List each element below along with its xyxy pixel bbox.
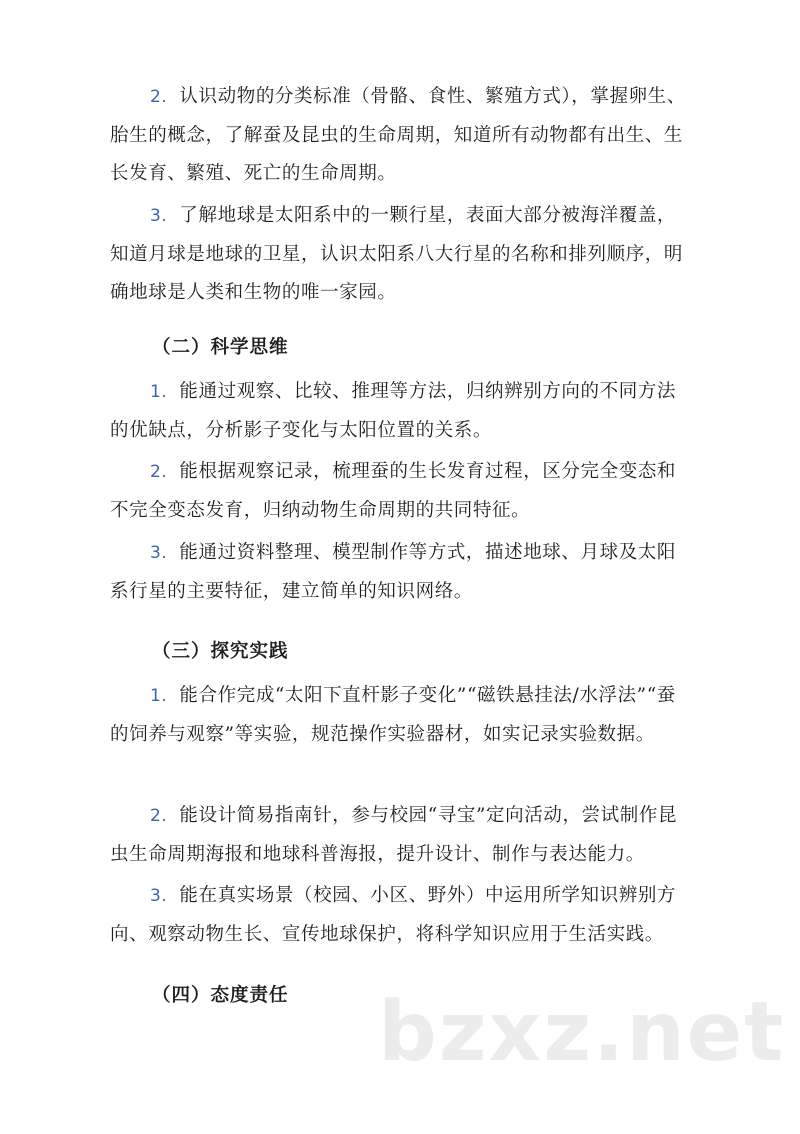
item-number: 1.	[150, 686, 168, 706]
item-text: 认识动物的分类标准（骨骼、食性、繁殖方式），掌握卵生、胎生的概念，了解蚕及昆虫的生命周期，知道所有动物都有出生、生长发育、繁殖、死亡的生命周期。	[110, 86, 686, 184]
item-number: 3.	[150, 543, 168, 563]
item-text: 能合作完成“太阳下直杆影子变化”“磁铁悬挂法/水浮法”“蚕的饲养与观察”等实验，规范操作实验器材，如实记录实验数据。	[110, 685, 676, 745]
paragraph-s3-item-2	[110, 797, 690, 874]
item-number: 1.	[150, 382, 168, 402]
item-text: 能设计简易指南针，参与校园“寻宝”定向活动，尝试制作昆虫生命周期海报和地球科普海报，提升设计、制作与表达能力。	[110, 805, 678, 865]
item-text: 能在真实场景（校园、小区、野外）中运用所学知识辨别方向、观察动物生长、宣传地球保护，将科学知识应用于生活实践。	[110, 885, 677, 945]
paragraph-s2-item-2	[110, 453, 690, 530]
paragraph-s1-item-3	[110, 197, 690, 313]
item-text: 能通过观察、比较、推理等方法，归纳辨别方向的不同方法的优缺点，分析影子变化与太阳位置的关系。	[110, 381, 677, 441]
section-heading-science-thinking: （二）科学思维	[152, 337, 289, 358]
watermark: bzxz.net	[378, 985, 786, 1080]
item-text: 了解地球是太阳系中的一颗行星，表面大部分被海洋覆盖，知道月球是地球的卫星，认识太阳系八大行星的名称和排列顺序，明确地球是人类和生物的唯一家园。	[110, 205, 684, 303]
paragraph-s3-item-1	[110, 677, 690, 754]
item-number: 3.	[150, 886, 168, 906]
item-number: 2.	[150, 806, 168, 826]
paragraph-s2-item-1	[110, 373, 690, 450]
item-number: 2.	[150, 462, 168, 482]
section-heading-attitude-responsibility: （四）态度责任	[152, 985, 289, 1006]
item-number: 3.	[150, 206, 168, 226]
paragraph-s2-item-3	[110, 534, 690, 611]
item-text: 能通过资料整理、模型制作等方式，描述地球、月球及太阳系行星的主要特征，建立简单的知识网络。	[110, 542, 677, 602]
paragraph-s1-item-2	[110, 78, 690, 194]
paragraph-s3-item-3	[110, 877, 690, 954]
item-number: 2.	[150, 87, 168, 107]
section-heading-inquiry-practice: （三）探究实践	[152, 641, 289, 662]
item-text: 能根据观察记录，梳理蚕的生长发育过程，区分完全变态和不完全变态发育，归纳动物生命周期的共同特征。	[110, 461, 677, 521]
